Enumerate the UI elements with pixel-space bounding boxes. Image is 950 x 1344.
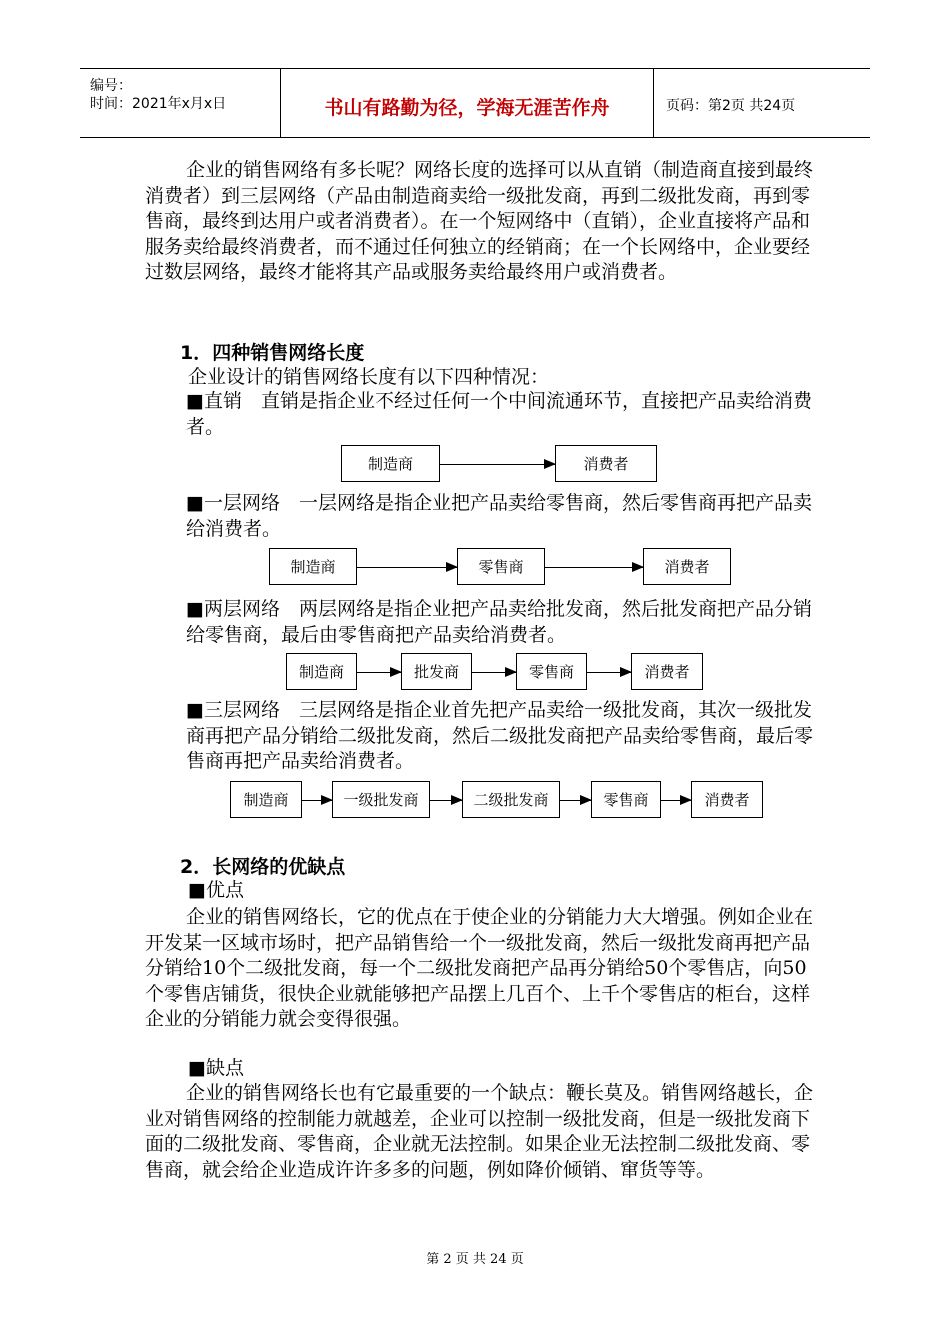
- flow-arrow: [302, 800, 332, 801]
- header-left-cell: [80, 69, 281, 137]
- flow-box: 批发商: [401, 653, 472, 690]
- two-level-text: ■两层网络 两层网络是指企业把产品卖给批发商，然后批发商把产品分销给零售商，最后由零售商把产品卖给消费者。: [186, 598, 812, 646]
- direct-text: ■直销 直销是指企业不经过任何一个中间流通环节，直接把产品卖给消费者。: [186, 390, 812, 438]
- flow-box: 零售商: [591, 781, 661, 818]
- flow-box: 制造商: [230, 781, 302, 818]
- document-date-label: 时间：2021年x月x日: [90, 96, 227, 112]
- flow-box: 消费者: [643, 548, 731, 585]
- flow-box: 二级批发商: [462, 781, 560, 818]
- pros-paragraph: [145, 905, 825, 1033]
- flow-arrow: [545, 567, 643, 568]
- flow-arrow: [430, 800, 462, 801]
- flow-arrow: [560, 800, 591, 801]
- flow-box: 制造商: [286, 653, 357, 690]
- flow-arrow: [587, 672, 631, 673]
- two-level-paragraph: [186, 597, 826, 648]
- three-level-paragraph: [186, 698, 826, 775]
- header-middle-cell: [281, 69, 654, 137]
- document-number-label: 编号：: [90, 78, 132, 94]
- three-level-text: ■三层网络 三层网络是指企业首先把产品卖给一级批发商，其次一级批发商再把产品分销给二级批发商，然后二级批发商把产品卖给零售商，最后零售商再把产品卖给消费者。: [186, 699, 814, 772]
- flow-arrow: [357, 672, 401, 673]
- flow-arrow: [472, 672, 516, 673]
- intro-paragraph: [145, 158, 825, 286]
- pros-text: 企业的销售网络长，它的优点在于使企业的分销能力大大增强。例如企业在开发某一区域市场时，把产品销售给一个一级批发商，然后一级批发商再把产品分销给10个二级批发商，每一个二级批发商把产品再分销给50个零售店，向50个零售店铺货，很快企业就能够把产品摆上几百个、上千个零售店的柜台，这样企业的分销能力就会变得很强。: [145, 906, 814, 1030]
- intro-text: 企业的销售网络有多长呢？网络长度的选择可以从直销（制造商直接到最终消费者）到三层网络（产品由制造商卖给一级批发商，再到二级批发商，再到零售商，最终到达用户或者消费者）。在一个短网络中（直销），企业直接将产品和服务卖给最终消费者，而不通过任何独立的经销商；在一个长网络中，企业要经过数层网络，最终才能将其产品或服务卖给最终用户或消费者。: [145, 159, 814, 283]
- flow-box: 一级批发商: [332, 781, 430, 818]
- page-header: [80, 68, 870, 138]
- header-page-number: 页码：第2页 共24页: [666, 98, 796, 114]
- cons-paragraph: [145, 1081, 825, 1183]
- header-right-cell: [654, 69, 870, 137]
- section1-heading: 1．四种销售网络长度: [180, 342, 365, 364]
- pros-label: ■优点: [188, 879, 244, 901]
- flow-box: 零售商: [457, 548, 545, 585]
- flow-box: 制造商: [341, 445, 440, 482]
- flow-box: 制造商: [269, 548, 357, 585]
- one-level-text: ■一层网络 一层网络是指企业把产品卖给零售商，然后零售商再把产品卖给消费者。: [186, 492, 812, 540]
- section1-lead: 企业设计的销售网络长度有以下四种情况：: [188, 366, 550, 388]
- flow-arrow: [661, 800, 691, 801]
- page-footer: 第 2 页 共 24 页: [426, 1252, 524, 1267]
- cons-text: 企业的销售网络长也有它最重要的一个缺点：鞭长莫及。销售网络越长，企业对销售网络的控制能力就越差，企业可以控制一级批发商，但是一级批发商下面的二级批发商、零售商，企业就无法控制。如果企业无法控制二级批发商、零售商，就会给企业造成许许多多的问题，例如降价倾销、窜货等等。: [145, 1082, 814, 1181]
- flow-box: 零售商: [516, 653, 587, 690]
- flow-arrow: [440, 464, 555, 465]
- flow-box: 消费者: [691, 781, 763, 818]
- flow-arrow: [357, 567, 457, 568]
- one-level-paragraph: [186, 491, 826, 542]
- flow-box: 消费者: [555, 445, 657, 482]
- cons-label: ■缺点: [188, 1057, 244, 1079]
- section2-heading: 2．长网络的优缺点: [180, 856, 346, 878]
- flow-box: 消费者: [631, 653, 703, 690]
- header-slogan: 书山有路勤为径，学海无涯苦作舟: [324, 97, 610, 119]
- direct-paragraph: [186, 389, 826, 440]
